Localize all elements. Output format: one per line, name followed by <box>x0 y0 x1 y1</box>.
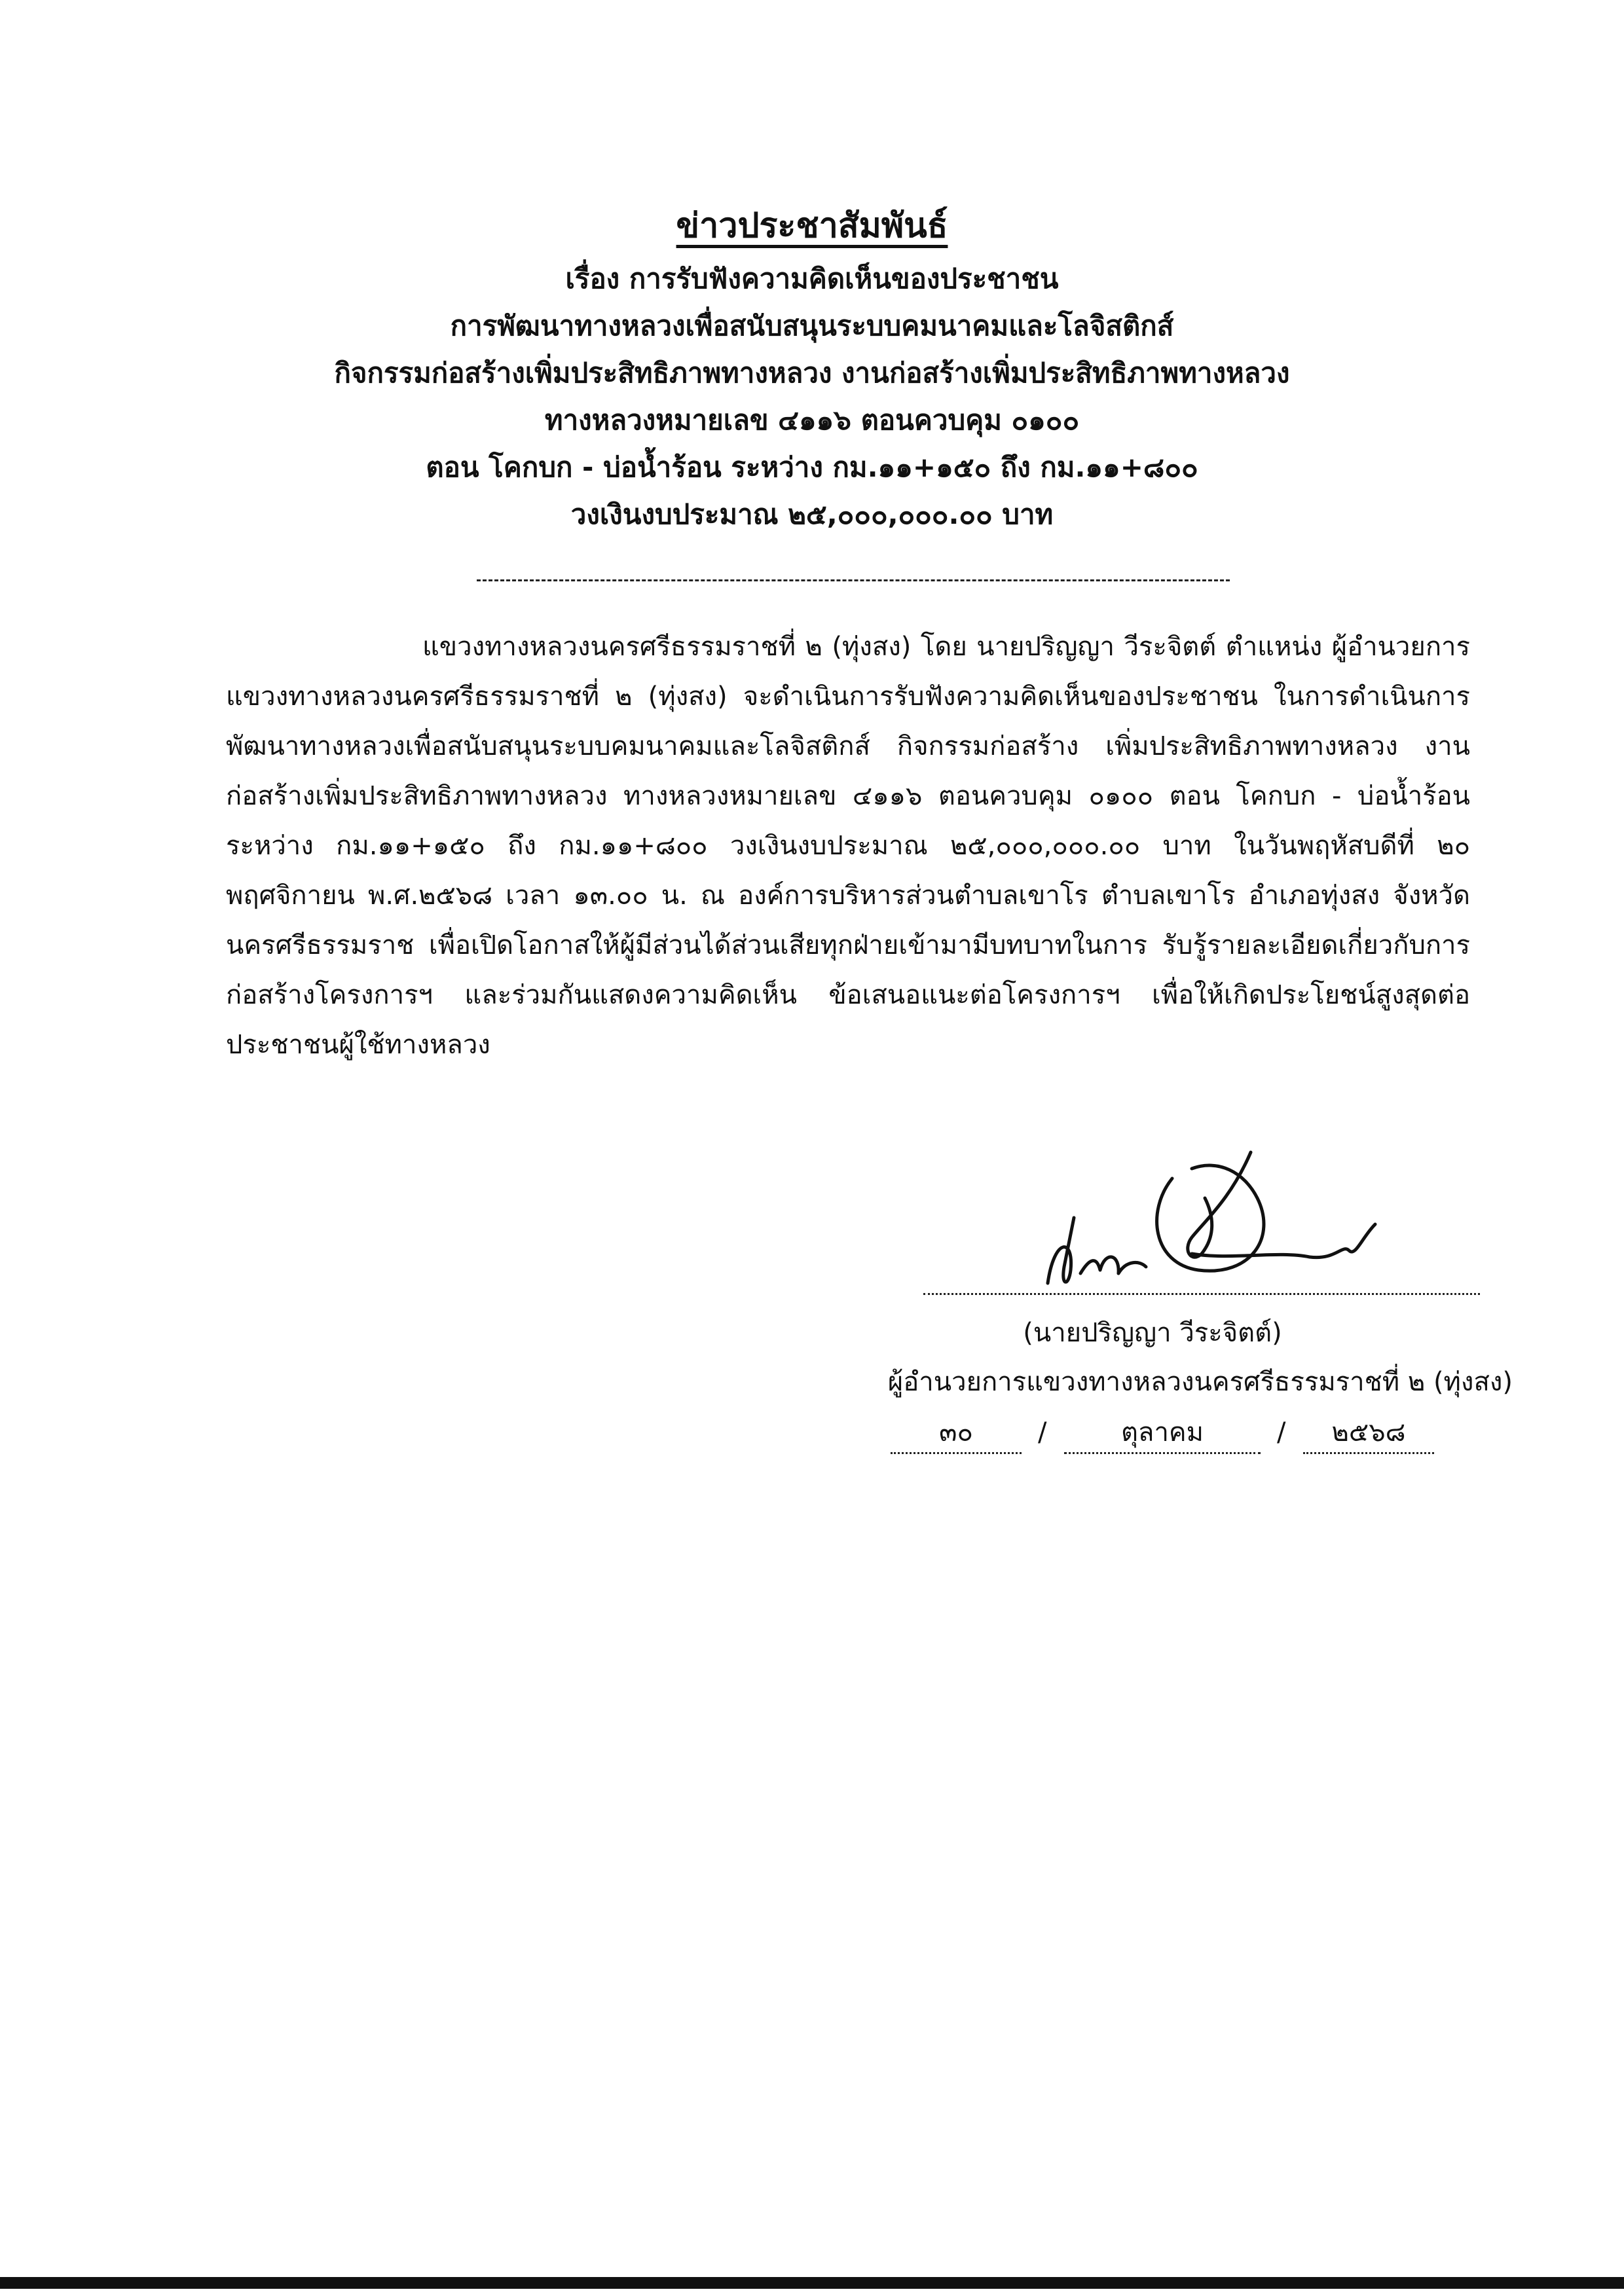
date-month: ตุลาคม <box>1064 1413 1261 1454</box>
subject-line: เรื่อง การรับฟังความคิดเห็นของประชาชน <box>565 263 1059 295</box>
date-separator: / <box>1277 1417 1286 1448</box>
program-line: การพัฒนาทางหลวงเพื่อสนับสนุนระบบคมนาคมและโลจิสติกส์ <box>450 310 1174 342</box>
highway-number-line: ทางหลวงหมายเลข ๔๑๑๖ ตอนควบคุม ๐๑๐๐ <box>544 404 1080 436</box>
date-separator: / <box>1038 1417 1047 1448</box>
signatory-name: (นายปริญญา วีระจิตต์) <box>1023 1318 1282 1348</box>
signatory-position: ผู้อำนวยการแขวงทางหลวงนครศรีธรรมราชที่ ๒ (ทุ่งสง) <box>887 1367 1513 1397</box>
date-day: ๓๐ <box>891 1413 1022 1454</box>
document-title: ข่าวประชาสัมพันธ์ <box>676 206 948 246</box>
activity-line: กิจกรรมก่อสร้างเพิ่มประสิทธิภาพทางหลวง งานก่อสร้างเพิ่มประสิทธิภาพทางหลวง <box>334 357 1290 389</box>
section-line: ตอน โคกบก - บ่อน้ำร้อน ระหว่าง กม.๑๑+๑๕๐ ถึง กม.๑๑+๘๐๐ <box>426 451 1198 483</box>
document-header <box>0 196 1624 538</box>
date-year: ๒๕๖๘ <box>1303 1413 1434 1454</box>
budget-line: วงเงินงบประมาณ ๒๕,๐๐๐,๐๐๐.๐๐ บาท <box>570 498 1054 530</box>
handwritten-signature <box>1035 1139 1480 1296</box>
header-divider <box>477 579 1230 581</box>
announcement-paragraph: แขวงทางหลวงนครศรีธรรมราชที่ ๒ (ทุ่งสง) โดย นายปริญญา วีระจิตต์ ตำแหน่ง ผู้อำนวยการแขวงทางหลวงนครศรีธรรมราชที่ ๒ (ทุ่งสง) จะดำเนินการรับฟังความคิดเห็นของประชาชน ในการดำเนินการพัฒนาทางหลวงเพื่อสนับสนุนระบบคมนาคมและโลจิสติกส์ กิจกรรมก่อสร้าง เพิ่มประสิทธิภาพทางหลวง งานก่อสร้างเพิ่มประสิทธิภาพทางหลวง ทางหลวงหมายเลข ๔๑๑๖ ตอนควบคุม ๐๑๐๐ ตอน โคกบก - บ่อน้ำร้อน ระหว่าง กม.๑๑+๑๕๐ ถึง กม.๑๑+๘๐๐ วงเงินงบประมาณ ๒๕,๐๐๐,๐๐๐.๐๐ บาท ในวันพฤหัสบดีที่ ๒๐ พฤศจิกายน พ.ศ.๒๕๖๘ เวลา ๑๓.๐๐ น. ณ องค์การบริหารส่วนตำบลเขาโร ตำบลเขาโร อำเภอทุ่งสง จังหวัดนครศรีธรรมราช เพื่อเปิดโอกาสให้ผู้มีส่วนได้ส่วนเสียทุกฝ่ายเข้ามามีบทบาทในการ รับรู้รายละเอียดเกี่ยวกับการก่อสร้างโครงการฯ และร่วมกันแสดงความคิดเห็น ข้อเสนอแนะต่อโครงการฯ เพื่อให้เกิดประโยชน์สูงสุดต่อประชาชนผู้ใช้ทางหลวง <box>226 632 1470 1060</box>
signature-date <box>891 1413 1506 1460</box>
signature-line <box>923 1293 1480 1295</box>
scan-edge-bar <box>0 2277 1624 2289</box>
signature-block <box>805 1139 1513 1506</box>
